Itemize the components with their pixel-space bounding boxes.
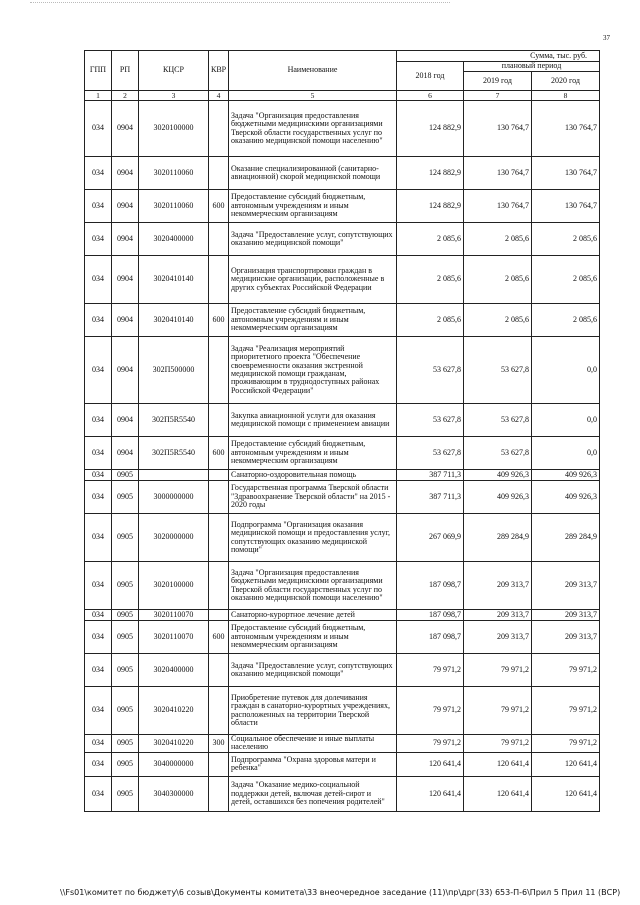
table-row: [85, 101, 600, 157]
cell-2020: 2 085,6: [532, 223, 600, 256]
cell-kcsr: 3020110060: [139, 190, 209, 223]
cell-2020: 209 313,7: [532, 621, 600, 654]
cell-rp: 0904: [112, 256, 139, 304]
column-number-row: [85, 91, 600, 101]
header-sum: Сумма, тыс. руб.: [397, 51, 600, 62]
cell-gpp: 034: [85, 610, 112, 621]
cell-2018: 53 627,8: [397, 337, 464, 404]
table-row: [85, 735, 600, 753]
header-gpp: ГПП: [85, 51, 112, 91]
cell-kcsr: 3020100000: [139, 562, 209, 610]
cell-gpp: 034: [85, 654, 112, 687]
cell-rp: 0904: [112, 404, 139, 437]
header-planned-period: плановый период: [464, 62, 600, 72]
cell-name: Предоставление субсидий бюджетным, автономным учреждениям и иным некоммерческим организациям: [229, 190, 397, 223]
cell-kvr: [209, 256, 229, 304]
column-number: 2: [112, 91, 139, 101]
cell-2020: 79 971,2: [532, 735, 600, 753]
cell-gpp: 034: [85, 514, 112, 562]
column-number: 7: [464, 91, 532, 101]
cell-name: Задача "Организация предоставления бюджетными медицинскими организациями Тверской области государственных услуг по оказанию медицинской помощи населению": [229, 562, 397, 610]
budget-table: [84, 50, 600, 812]
table-row: [85, 610, 600, 621]
header-name: Наименование: [229, 51, 397, 91]
cell-2018: 53 627,8: [397, 437, 464, 470]
cell-2018: 2 085,6: [397, 304, 464, 337]
table-row: [85, 157, 600, 190]
cell-gpp: 034: [85, 304, 112, 337]
cell-gpp: 034: [85, 562, 112, 610]
cell-name: Предоставление субсидий бюджетным, автономным учреждениям и иным некоммерческим организациям: [229, 621, 397, 654]
cell-gpp: 034: [85, 735, 112, 753]
cell-2019: 2 085,6: [464, 223, 532, 256]
cell-2019: 289 284,9: [464, 514, 532, 562]
cell-2020: 130 764,7: [532, 101, 600, 157]
cell-2018: 124 882,9: [397, 190, 464, 223]
table-row: [85, 437, 600, 470]
table-row: [85, 621, 600, 654]
cell-name: Социальное обеспечение и иные выплаты населению: [229, 735, 397, 753]
cell-gpp: 034: [85, 481, 112, 514]
cell-2020: 79 971,2: [532, 654, 600, 687]
cell-name: Предоставление субсидий бюджетным, автономным учреждениям и иным некоммерческим организациям: [229, 437, 397, 470]
cell-kcsr: 3020400000: [139, 654, 209, 687]
cell-rp: 0905: [112, 562, 139, 610]
cell-kcsr: 3020410140: [139, 304, 209, 337]
cell-kcsr: 3040300000: [139, 776, 209, 811]
cell-name: Задача "Организация предоставления бюджетными медицинскими организациями Тверской области государственных услуг по оказанию медицинской помощи населению": [229, 101, 397, 157]
cell-2019: 2 085,6: [464, 304, 532, 337]
table-row: [85, 752, 600, 776]
cell-2019: 79 971,2: [464, 735, 532, 753]
cell-2019: 79 971,2: [464, 687, 532, 735]
cell-rp: 0905: [112, 470, 139, 481]
table-row: [85, 470, 600, 481]
cell-kvr: [209, 157, 229, 190]
cell-kcsr: [139, 470, 209, 481]
cell-rp: 0905: [112, 514, 139, 562]
table-row: [85, 404, 600, 437]
cell-gpp: 034: [85, 190, 112, 223]
cell-name: Государственная программа Тверской области "Здравоохранение Тверской области" на 2015 - 2020 годы: [229, 481, 397, 514]
cell-name: Подпрограмма "Организация оказания медицинской помощи и предоставления услуг, сопутствующих оказанию медицинской помощи": [229, 514, 397, 562]
table-row: [85, 776, 600, 811]
cell-rp: 0905: [112, 610, 139, 621]
cell-2020: 0,0: [532, 337, 600, 404]
cell-2020: 79 971,2: [532, 687, 600, 735]
cell-2018: 2 085,6: [397, 223, 464, 256]
cell-rp: 0904: [112, 337, 139, 404]
cell-kcsr: 3020110070: [139, 610, 209, 621]
cell-2018: 53 627,8: [397, 404, 464, 437]
cell-kcsr: 3020410140: [139, 256, 209, 304]
file-path-footer: \\Fs01\комитет по бюджету\6 созыв\Документы комитета\33 внеочередное заседание (11)\пр\дрг(33) 653-П-6\Прил 5 Прил 11 (ВСР): [60, 888, 621, 897]
cell-kcsr: 302П500000: [139, 337, 209, 404]
cell-2020: 0,0: [532, 404, 600, 437]
cell-kcsr: 3020100000: [139, 101, 209, 157]
cell-2018: 387 711,3: [397, 470, 464, 481]
header-2018: 2018 год: [397, 62, 464, 91]
cell-2020: 2 085,6: [532, 256, 600, 304]
cell-2019: 209 313,7: [464, 621, 532, 654]
cell-name: Оказание специализированной (санитарно-авиационной) скорой медицинской помощи: [229, 157, 397, 190]
cell-2019: 130 764,7: [464, 190, 532, 223]
cell-name: Задача "Предоставление услуг, сопутствующих оказанию медицинской помощи": [229, 223, 397, 256]
cell-2020: 209 313,7: [532, 562, 600, 610]
cell-kcsr: 3020410220: [139, 687, 209, 735]
table-row: [85, 337, 600, 404]
cell-kvr: [209, 481, 229, 514]
cell-gpp: 034: [85, 101, 112, 157]
cell-kcsr: 302П5R5540: [139, 437, 209, 470]
cell-gpp: 034: [85, 687, 112, 735]
cell-kvr: [209, 101, 229, 157]
cell-2018: 79 971,2: [397, 735, 464, 753]
cell-2019: 53 627,8: [464, 337, 532, 404]
cell-2020: 0,0: [532, 437, 600, 470]
cell-gpp: 034: [85, 256, 112, 304]
cell-gpp: 034: [85, 157, 112, 190]
cell-rp: 0905: [112, 752, 139, 776]
table-row: [85, 256, 600, 304]
cell-gpp: 034: [85, 437, 112, 470]
cell-gpp: 034: [85, 404, 112, 437]
cell-rp: 0905: [112, 687, 139, 735]
cell-2019: 120 641,4: [464, 776, 532, 811]
cell-2020: 130 764,7: [532, 157, 600, 190]
cell-2020: 2 085,6: [532, 304, 600, 337]
page-number: 37: [603, 34, 610, 42]
cell-rp: 0904: [112, 223, 139, 256]
cell-2018: 79 971,2: [397, 654, 464, 687]
cell-rp: 0905: [112, 621, 139, 654]
scan-artifact-line: [30, 2, 450, 4]
cell-gpp: 034: [85, 337, 112, 404]
cell-name: Предоставление субсидий бюджетным, автономным учреждениям и иным некоммерческим организациям: [229, 304, 397, 337]
column-number: 4: [209, 91, 229, 101]
cell-2019: 130 764,7: [464, 157, 532, 190]
header-2019: 2019 год: [464, 72, 532, 91]
cell-name: Задача "Оказание медико-социальной поддержки детей, включая детей-сирот и детей, оставшихся без попечения родителей": [229, 776, 397, 811]
cell-kvr: 600: [209, 304, 229, 337]
cell-2019: 2 085,6: [464, 256, 532, 304]
column-number: 8: [532, 91, 600, 101]
cell-2020: 130 764,7: [532, 190, 600, 223]
table-row: [85, 190, 600, 223]
table-row: [85, 304, 600, 337]
cell-2018: 267 069,9: [397, 514, 464, 562]
cell-2019: 79 971,2: [464, 654, 532, 687]
cell-2018: 387 711,3: [397, 481, 464, 514]
cell-kvr: [209, 514, 229, 562]
cell-kvr: 300: [209, 735, 229, 753]
cell-name: Приобретение путевок для долечивания граждан в санаторно-курортных учреждениях, расположенных на территории Тверской области: [229, 687, 397, 735]
cell-rp: 0905: [112, 776, 139, 811]
cell-gpp: 034: [85, 223, 112, 256]
cell-gpp: 034: [85, 621, 112, 654]
cell-rp: 0904: [112, 304, 139, 337]
cell-gpp: 034: [85, 470, 112, 481]
cell-kvr: 600: [209, 437, 229, 470]
cell-rp: 0904: [112, 437, 139, 470]
cell-name: Санаторно-оздоровительная помощь: [229, 470, 397, 481]
cell-2019: 120 641,4: [464, 752, 532, 776]
column-number: 5: [229, 91, 397, 101]
cell-kvr: [209, 562, 229, 610]
cell-kvr: [209, 404, 229, 437]
header-kvr: КВР: [209, 51, 229, 91]
cell-2019: 409 926,3: [464, 481, 532, 514]
cell-kcsr: 3000000000: [139, 481, 209, 514]
cell-kvr: 600: [209, 621, 229, 654]
cell-name: Подпрограмма "Охрана здоровья матери и ребенка": [229, 752, 397, 776]
cell-kvr: [209, 687, 229, 735]
cell-2018: 124 882,9: [397, 157, 464, 190]
table-row: [85, 562, 600, 610]
cell-2018: 187 098,7: [397, 562, 464, 610]
cell-name: Санаторно-курортное лечение детей: [229, 610, 397, 621]
cell-2019: 53 627,8: [464, 437, 532, 470]
cell-name: Организация транспортировки граждан в медицинские организации, расположенные в других субъектах Российской Федерации: [229, 256, 397, 304]
header-rp: РП: [112, 51, 139, 91]
cell-gpp: 034: [85, 776, 112, 811]
cell-kvr: [209, 223, 229, 256]
cell-kvr: [209, 337, 229, 404]
cell-rp: 0905: [112, 735, 139, 753]
cell-2019: 209 313,7: [464, 610, 532, 621]
cell-kvr: 600: [209, 190, 229, 223]
column-number: 3: [139, 91, 209, 101]
cell-2020: 289 284,9: [532, 514, 600, 562]
cell-2020: 409 926,3: [532, 481, 600, 514]
column-number: 6: [397, 91, 464, 101]
cell-2018: 120 641,4: [397, 752, 464, 776]
cell-name: Задача "Реализация мероприятий приоритетного проекта "Обеспечение своевременности оказания экстренной медицинской помощи гражданам, проживающим в труднодоступных районах Российской Федерации": [229, 337, 397, 404]
cell-kvr: [209, 470, 229, 481]
table-row: [85, 514, 600, 562]
cell-2018: 120 641,4: [397, 776, 464, 811]
cell-rp: 0905: [112, 481, 139, 514]
cell-rp: 0904: [112, 101, 139, 157]
cell-2019: 209 313,7: [464, 562, 532, 610]
cell-rp: 0905: [112, 654, 139, 687]
cell-2018: 79 971,2: [397, 687, 464, 735]
cell-2020: 209 313,7: [532, 610, 600, 621]
cell-2020: 120 641,4: [532, 776, 600, 811]
cell-rp: 0904: [112, 157, 139, 190]
table-row: [85, 481, 600, 514]
cell-2020: 409 926,3: [532, 470, 600, 481]
cell-2019: 53 627,8: [464, 404, 532, 437]
cell-kvr: [209, 776, 229, 811]
cell-2018: 187 098,7: [397, 621, 464, 654]
header-kcsr: КЦСР: [139, 51, 209, 91]
cell-gpp: 034: [85, 752, 112, 776]
table-row: [85, 654, 600, 687]
cell-kcsr: 302П5R5540: [139, 404, 209, 437]
table-row: [85, 687, 600, 735]
cell-2018: 124 882,9: [397, 101, 464, 157]
cell-2018: 187 098,7: [397, 610, 464, 621]
cell-name: Закупка авиационной услуги для оказания медицинской помощи с применением авиации: [229, 404, 397, 437]
header-2020: 2020 год: [532, 72, 600, 91]
cell-2019: 130 764,7: [464, 101, 532, 157]
cell-kvr: [209, 752, 229, 776]
cell-kcsr: 3020400000: [139, 223, 209, 256]
cell-name: Задача "Предоставление услуг, сопутствующих оказанию медицинской помощи": [229, 654, 397, 687]
cell-2020: 120 641,4: [532, 752, 600, 776]
cell-kvr: [209, 654, 229, 687]
cell-2019: 409 926,3: [464, 470, 532, 481]
column-number: 1: [85, 91, 112, 101]
cell-rp: 0904: [112, 190, 139, 223]
cell-kcsr: 3020110060: [139, 157, 209, 190]
cell-kcsr: 3040000000: [139, 752, 209, 776]
cell-kcsr: 3020000000: [139, 514, 209, 562]
cell-kvr: [209, 610, 229, 621]
cell-kcsr: 3020410220: [139, 735, 209, 753]
cell-2018: 2 085,6: [397, 256, 464, 304]
table-row: [85, 223, 600, 256]
cell-kcsr: 3020110070: [139, 621, 209, 654]
